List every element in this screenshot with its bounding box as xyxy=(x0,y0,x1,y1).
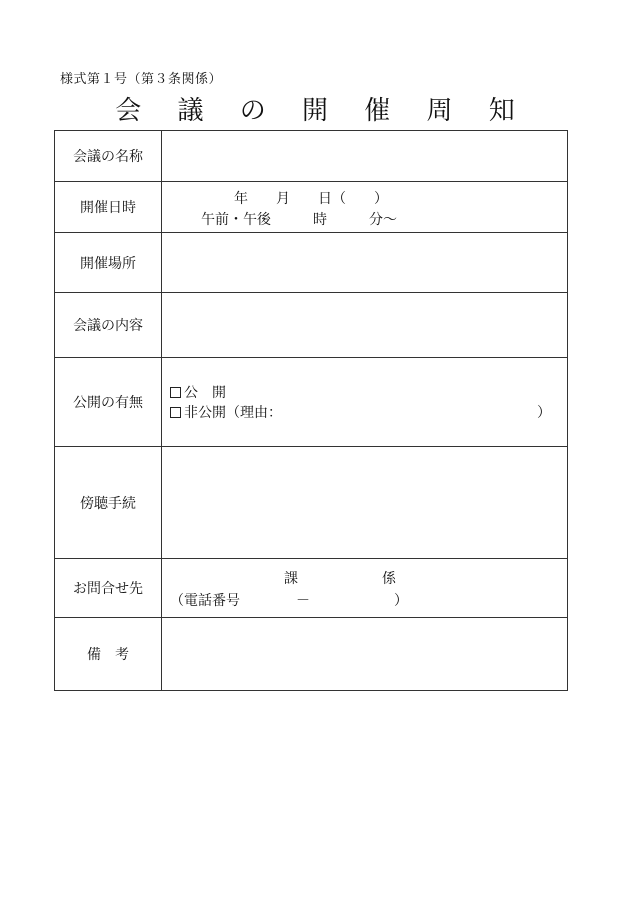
reason-close-paren: ） xyxy=(537,405,551,421)
row-content xyxy=(55,293,568,358)
checkbox-public[interactable] xyxy=(170,387,181,398)
meeting-name-value[interactable] xyxy=(162,131,568,182)
form-code: 様式第１号（第３条関係） xyxy=(60,72,223,87)
content-label: 会議の内容 xyxy=(55,293,162,358)
option-private-label: 非公開（理由： xyxy=(184,405,282,421)
disclosure-value xyxy=(162,358,568,447)
row-disclosure xyxy=(55,358,568,447)
observation-value[interactable] xyxy=(162,447,568,559)
section-line: 課 係 xyxy=(284,571,396,587)
datetime-value[interactable] xyxy=(162,182,568,233)
meeting-name-label: 会議の名称 xyxy=(55,131,162,182)
time-line: 午前・午後 時 分～ xyxy=(201,212,397,228)
phone-line: （電話番号 － ） xyxy=(170,593,408,609)
meeting-notice-table xyxy=(54,130,568,691)
remarks-label: 備 考 xyxy=(55,618,162,691)
observation-label: 傍聴手続 xyxy=(55,447,162,559)
content-value[interactable] xyxy=(162,293,568,358)
contact-value[interactable] xyxy=(162,559,568,618)
remarks-value[interactable] xyxy=(162,618,568,691)
disclosure-label: 公開の有無 xyxy=(55,358,162,447)
checkbox-private[interactable] xyxy=(170,407,181,418)
row-remarks xyxy=(55,618,568,691)
document-title: 会 議 の 開 催 周 知 xyxy=(115,96,529,126)
datetime-label: 開催日時 xyxy=(55,182,162,233)
contact-label: お問合せ先 xyxy=(55,559,162,618)
row-contact xyxy=(55,559,568,618)
option-private[interactable] xyxy=(162,402,567,422)
row-meeting-name xyxy=(55,131,568,182)
date-line: 年 月 日（ ） xyxy=(234,191,388,207)
option-public[interactable] xyxy=(162,382,567,402)
row-venue xyxy=(55,233,568,293)
row-datetime xyxy=(55,182,568,233)
row-observation xyxy=(55,447,568,559)
venue-value[interactable] xyxy=(162,233,568,293)
venue-label: 開催場所 xyxy=(55,233,162,293)
option-public-label: 公 開 xyxy=(184,385,226,401)
